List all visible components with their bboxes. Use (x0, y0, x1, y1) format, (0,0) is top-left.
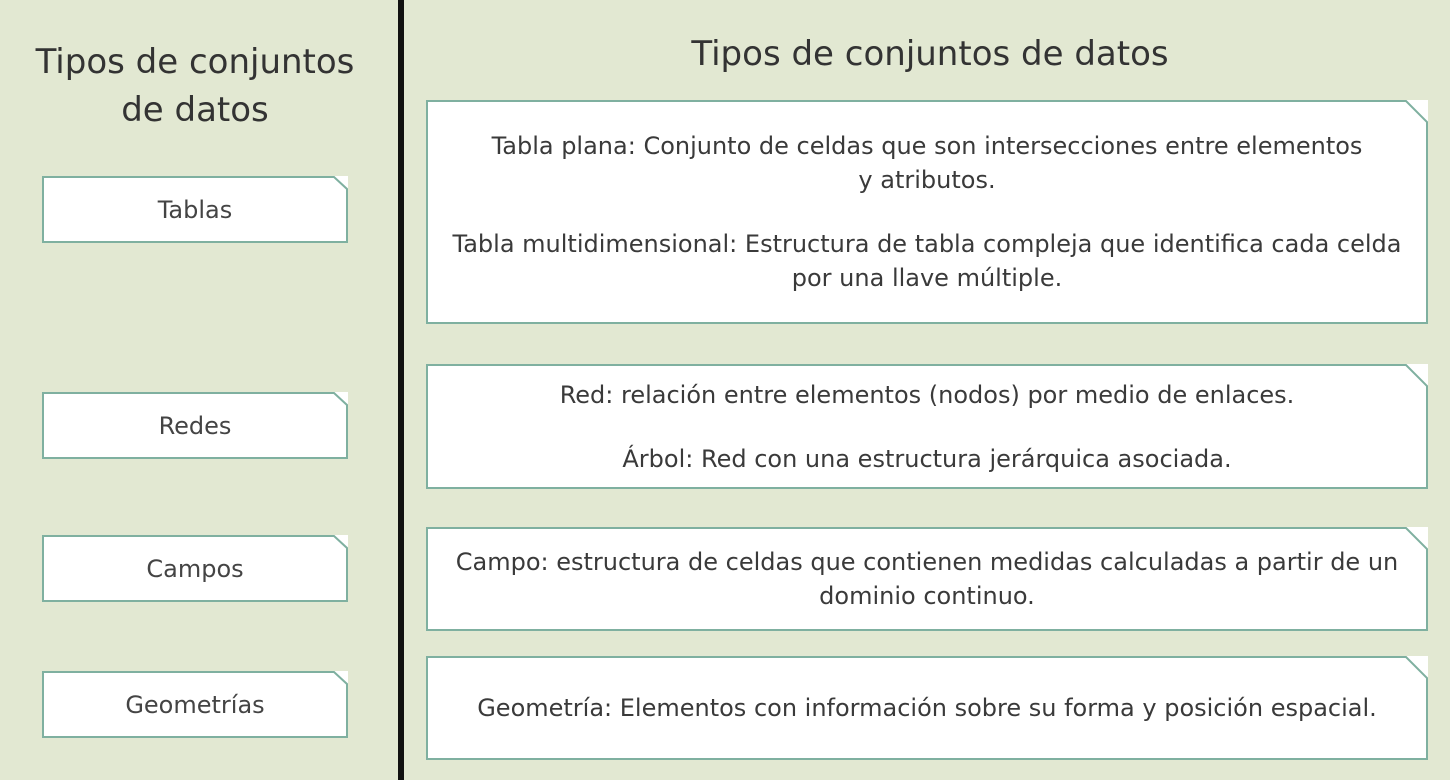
category-label: Geometrías (125, 690, 265, 719)
description-text: Tabla plana: Conjunto de celdas que son intersecciones entre elementos y atributos. (491, 132, 1363, 194)
description-text: Geometría: Elementos con información sobre su forma y posición espacial. (477, 694, 1377, 722)
category-label: Campos (146, 554, 244, 583)
vertical-divider (398, 0, 404, 780)
category-box-redes (42, 392, 348, 459)
category-box-campos (42, 535, 348, 602)
category-label: Redes (158, 411, 232, 440)
description-text: Árbol: Red con una estructura jerárquica asociada. (622, 444, 1232, 473)
category-box-geometrias (42, 671, 348, 738)
right-title: Tipos de conjuntos de datos (691, 34, 1169, 74)
description-box-tablas (426, 100, 1428, 324)
description-text: Campo: estructura de celdas que contienen medidas calculadas a partir de un dominio continuo. (455, 548, 1399, 610)
description-text: Tabla multidimensional: Estructura de tabla compleja que identifica cada celda por una llave múltiple. (452, 230, 1402, 292)
left-title: Tipos de conjuntos de datos (35, 42, 355, 130)
category-label: Tablas (157, 195, 233, 224)
description-box-redes (426, 364, 1428, 489)
description-box-campos (426, 527, 1428, 631)
description-box-geometrias (426, 656, 1428, 760)
category-box-tablas (42, 176, 348, 243)
description-text: Red: relación entre elementos (nodos) por medio de enlaces. (559, 380, 1295, 409)
